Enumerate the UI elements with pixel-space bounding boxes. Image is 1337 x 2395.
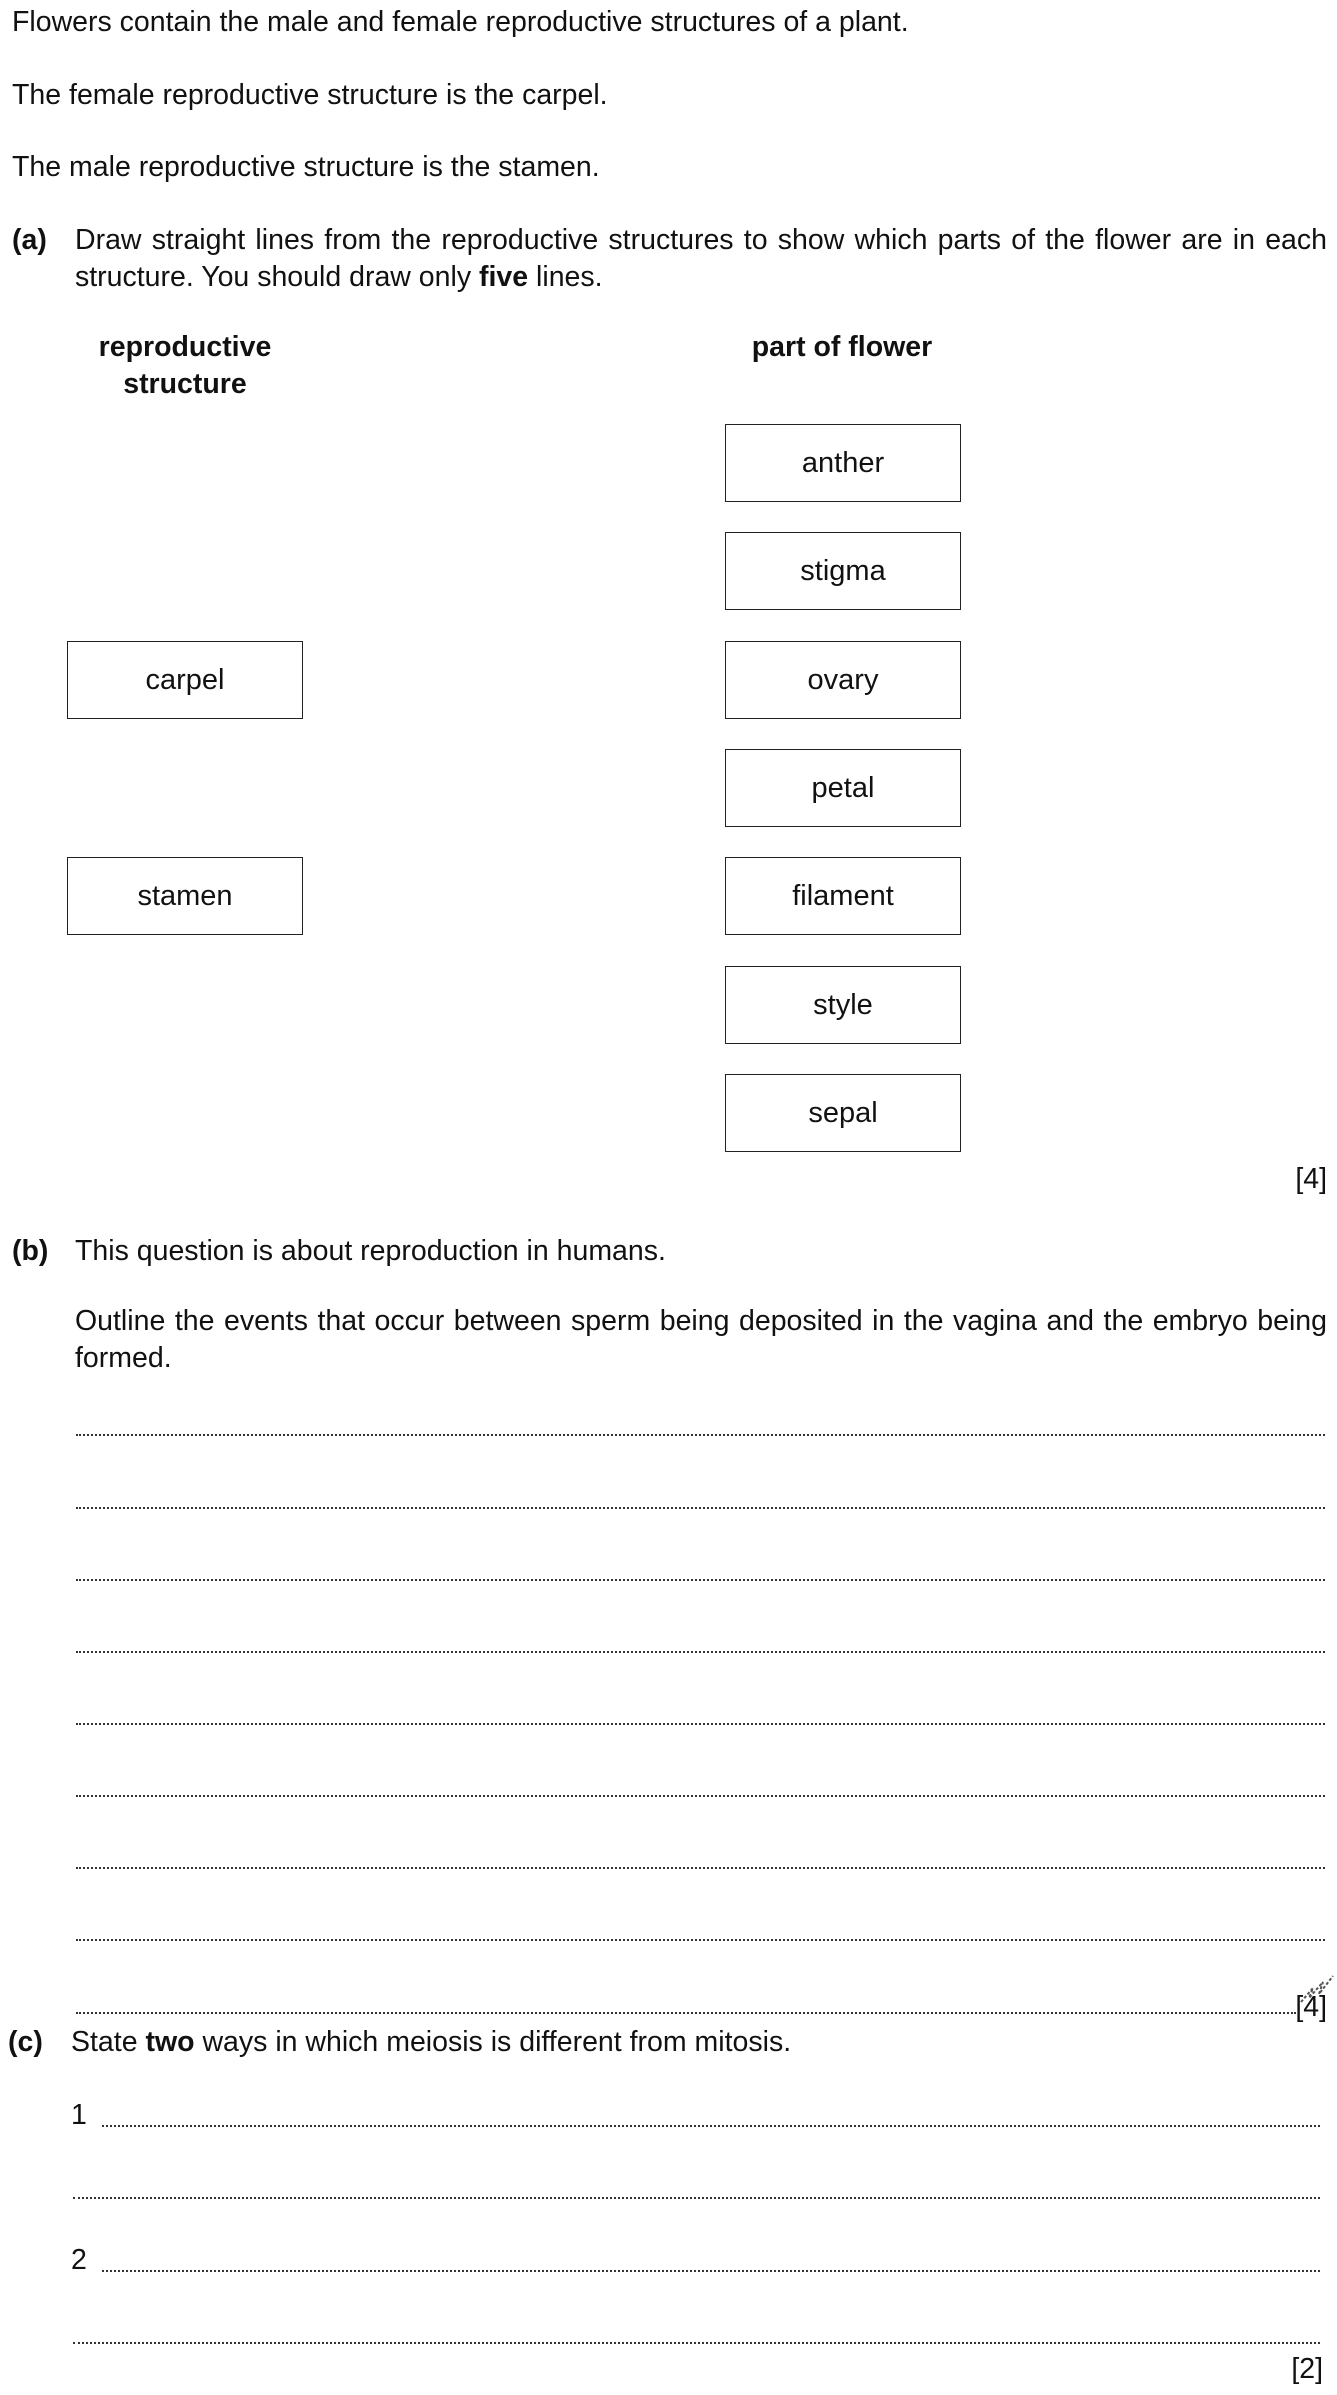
answer-line-b-7[interactable] bbox=[76, 1867, 1325, 1869]
answer-line-b-5[interactable] bbox=[76, 1723, 1325, 1725]
answer-number-1: 1 bbox=[71, 2099, 87, 2131]
answer-line-c-1[interactable] bbox=[102, 2125, 1320, 2127]
part-c-question bbox=[71, 2024, 791, 2060]
part-b-label: (b) bbox=[12, 1235, 49, 1267]
reproductive-structure-heading: reproductive structure bbox=[98, 331, 272, 400]
part-box-anther[interactable]: anther bbox=[725, 424, 961, 502]
part-c-question-bold: two bbox=[145, 2026, 195, 2058]
intro-line-3: The male reproductive structure is the stamen. bbox=[12, 151, 600, 183]
intro-line-2: The female reproductive structure is the carpel. bbox=[12, 79, 608, 111]
part-a-marks: [4] bbox=[1295, 1163, 1327, 1195]
part-a-instruction bbox=[75, 222, 1327, 296]
part-b-intro: This question is about reproduction in humans. bbox=[75, 1235, 666, 1267]
part-box-petal[interactable]: petal bbox=[725, 749, 961, 827]
structure-box-carpel[interactable]: carpel bbox=[67, 641, 303, 719]
part-a-instruction-bold: five bbox=[479, 261, 529, 293]
answer-line-b-3[interactable] bbox=[76, 1579, 1325, 1581]
answer-line-c-3[interactable] bbox=[102, 2270, 1320, 2272]
part-box-filament[interactable]: filament bbox=[725, 857, 961, 935]
part-a-instruction-end: lines. bbox=[528, 261, 603, 293]
answer-line-b-9[interactable] bbox=[76, 2012, 1296, 2014]
answer-line-b-8[interactable] bbox=[76, 1939, 1325, 1941]
part-box-ovary[interactable]: ovary bbox=[725, 641, 961, 719]
part-b-marks: [4] bbox=[1295, 1991, 1327, 2023]
part-a-instruction-start: Draw straight lines from the reproductive structures to show which parts of the flower are in each structure. You should draw only bbox=[75, 224, 1327, 293]
part-box-sepal[interactable]: sepal bbox=[725, 1074, 961, 1152]
intro-line-1: Flowers contain the male and female reproductive structures of a plant. bbox=[12, 6, 909, 38]
part-c-label: (c) bbox=[8, 2026, 43, 2058]
part-box-stigma[interactable]: stigma bbox=[725, 532, 961, 610]
part-a-label: (a) bbox=[12, 224, 47, 256]
part-c-question-end: ways in which meiosis is different from mitosis. bbox=[194, 2026, 792, 2058]
answer-line-c-2[interactable] bbox=[73, 2197, 1320, 2199]
answer-line-b-2[interactable] bbox=[76, 1507, 1325, 1509]
part-box-style[interactable]: style bbox=[725, 966, 961, 1044]
answer-line-b-1[interactable] bbox=[76, 1434, 1325, 1436]
answer-line-b-4[interactable] bbox=[76, 1651, 1325, 1653]
pen-mark-scribble bbox=[1297, 1968, 1337, 2008]
structure-box-stamen[interactable]: stamen bbox=[67, 857, 303, 935]
part-c-marks: [2] bbox=[1291, 2353, 1323, 2385]
answer-number-2: 2 bbox=[71, 2244, 87, 2276]
part-b-question: Outline the events that occur between sperm being deposited in the vagina and the embryo being formed. bbox=[75, 1305, 1327, 1374]
part-of-flower-heading: part of flower bbox=[751, 331, 933, 363]
part-c-question-start: State bbox=[71, 2026, 146, 2058]
answer-line-c-4[interactable] bbox=[73, 2342, 1320, 2344]
answer-line-b-6[interactable] bbox=[76, 1795, 1325, 1797]
